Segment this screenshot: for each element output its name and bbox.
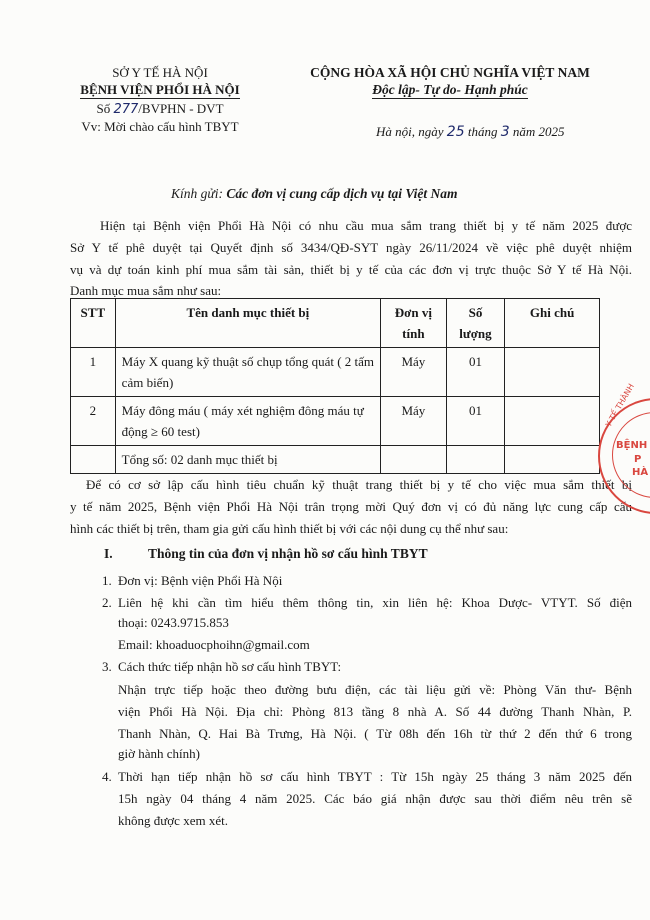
row-unit: Máy: [381, 348, 447, 397]
row-unit: Máy: [381, 397, 447, 446]
item-line: thoại: 0243.9715.853: [118, 615, 229, 630]
intro-line-2: Sở Y tế phê duyệt tại Quyết định số 3434/QĐ-SYT ngày 26/11/2024 về việc phê duyệt nhiệm: [70, 240, 632, 255]
row-quantity: 01: [446, 397, 505, 446]
purpose-line-2: y tế năm 2025, Bệnh viện Phổi Hà Nội trân trọng mời Quý đơn vị có đủ năng lực cung cấp cấu: [70, 499, 632, 514]
item-line: giờ hành chính): [118, 746, 200, 761]
document-number-handwritten: 277: [113, 102, 139, 117]
date-day-handwritten: 25: [446, 124, 465, 140]
stamp-text-2: P: [634, 454, 642, 465]
item-line: không được xem xét.: [118, 813, 228, 828]
recipient-label: Kính gửi:: [171, 186, 223, 201]
stamp-text-1: BỆNH: [616, 440, 648, 451]
item-line: Liên hệ khi cần tìm hiểu thêm thông tin, xin liên hệ: Khoa Dược- VTYT. Số điện: [118, 595, 632, 610]
stamp-ring-text: Y TẾ THÀNH: [604, 382, 636, 429]
item-line: viện Phổi Hà Nội. Địa chỉ: Phòng 813 tầng 8 nhà A. Số 44 đường Thanh Nhàn, P.: [118, 704, 632, 719]
document-date: Hà nội, ngày 25 tháng 3 năm 2025: [376, 124, 565, 140]
document-subject: Vv: Mời chào cấu hình TBYT: [81, 119, 239, 134]
purpose-line-3: hình các thiết bị trên, tham gia gửi cấu hình thiết bị với các nội dung cụ thể như sau:: [70, 521, 509, 536]
national-motto: Độc lập- Tự do- Hạnh phúc: [372, 82, 528, 97]
purpose-line-1: Để có cơ sở lập cấu hình tiêu chuẩn kỹ thuật trang thiết bị y tế cho việc mua sắm thiết bị: [86, 477, 632, 492]
item-line: Đơn vị: Bệnh viện Phổi Hà Nội: [118, 573, 283, 588]
table-row: [71, 397, 600, 446]
stamp-text-3: HÀ: [632, 467, 649, 478]
item-line: Thời hạn tiếp nhận hồ sơ cấu hình TBYT : Từ 15h ngày 25 tháng 3 năm 2025 đến: [118, 769, 632, 784]
item-number: 4.: [102, 769, 112, 784]
national-header: [292, 64, 608, 99]
row-quantity: 01: [446, 348, 505, 397]
header-note: Ghi chú: [505, 299, 600, 348]
date-month-handwritten: 3: [500, 124, 510, 140]
item-number: 1.: [102, 573, 112, 588]
item-number: 3.: [102, 659, 112, 674]
header-quantity: Số lượng: [446, 299, 505, 348]
country-name: CỘNG HÒA XÃ HỘI CHỦ NGHĨA VIỆT NAM: [310, 65, 590, 80]
row-name: Máy X quang kỹ thuật số chụp tổng quát ( 2 tấm cảm biến): [115, 348, 380, 397]
row-name: Máy đông máu ( máy xét nghiệm đông máu tự động ≥ 60 test): [115, 397, 380, 446]
table-header-row: [71, 299, 600, 348]
table-total: Tổng số: 02 danh mục thiết bị: [115, 446, 380, 474]
item-number: 2.: [102, 595, 112, 610]
header-name: Tên danh mục thiết bị: [115, 299, 380, 348]
header-stt: STT: [71, 299, 116, 348]
recipient-line: [171, 186, 458, 202]
header-unit: Đơn vị tính: [381, 299, 447, 348]
item-email-line: Email: khoaduocphoihn@gmail.com: [118, 637, 310, 652]
equipment-table: [70, 298, 600, 474]
document-number: Số 277/BVPHN - DVT: [96, 101, 224, 117]
row-stt: 1: [71, 348, 116, 397]
hospital-name: BỆNH VIỆN PHỔI HÀ NỘI: [80, 82, 240, 97]
item-line: Cách thức tiếp nhận hồ sơ cấu hình TBYT:: [118, 659, 342, 674]
section-title: Thông tin của đơn vị nhận hồ sơ cấu hình TBYT: [148, 546, 428, 561]
item-line: Thanh Nhàn, Q. Hai Bà Trưng, Hà Nội. ( Từ 08h đến 16h từ thứ 2 đến thứ 6 trong: [118, 726, 632, 741]
table-total-row: [71, 446, 600, 474]
issuer-block: [60, 64, 260, 135]
row-note: [505, 348, 600, 397]
recipient-name: Các đơn vị cung cấp dịch vụ tại Việt Nam: [226, 186, 458, 201]
table-row: [71, 348, 600, 397]
ministry-name: SỞ Y TẾ HÀ NỘI: [112, 65, 208, 80]
intro-line-3: vụ và dự toán kinh phí mua sắm tài sản, thiết bị y tế của các đơn vị trực thuộc Sở Y tế Hà Nội.: [70, 262, 632, 277]
section-number: I.: [104, 546, 113, 561]
intro-line-1: Hiện tại Bệnh viện Phổi Hà Nội có nhu cầu mua sắm trang thiết bị y tế năm 2025 được: [100, 218, 632, 233]
row-note: [505, 397, 600, 446]
intro-line-4: Danh mục mua sắm như sau:: [70, 283, 222, 298]
item-line: 15h ngày 04 tháng 4 năm 2025. Các báo giá nhận được sau thời điểm nêu trên sẽ: [118, 791, 632, 806]
row-stt: 2: [71, 397, 116, 446]
item-line: Nhận trực tiếp hoặc theo đường bưu điện, các tài liệu gửi về: Phòng Văn thư- Bệnh: [118, 682, 632, 697]
